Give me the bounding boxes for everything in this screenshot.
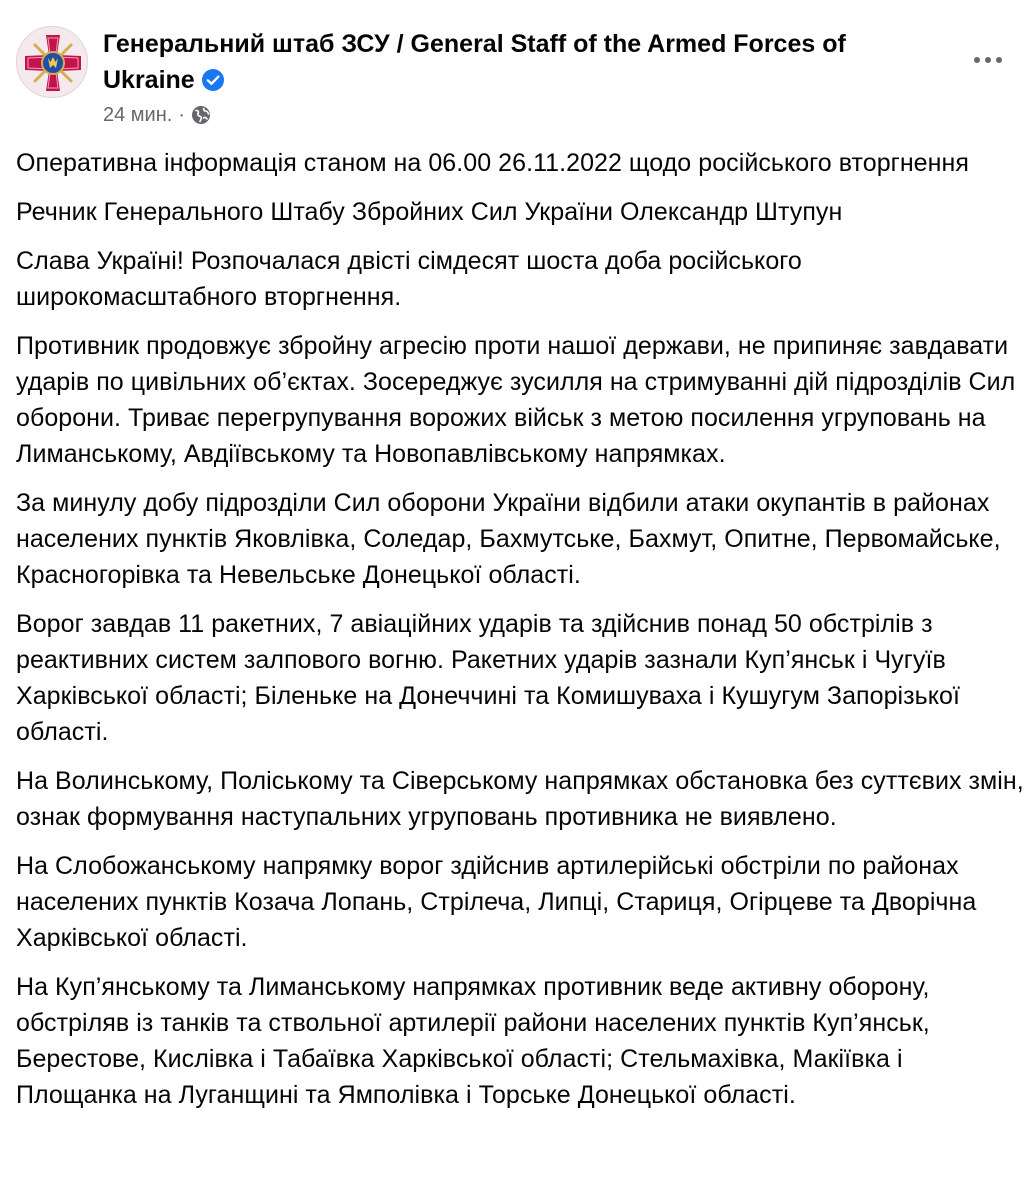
post-timestamp[interactable]: 24 мин. xyxy=(103,103,173,126)
post-paragraph: Ворог завдав 11 ракетних, 7 авіаційних ударів та здійснив понад 50 обстрілів з реактивних систем залпового вогню. Ракетних ударів зазнали Куп’янськ і Чугуїв Харківської області; Біленьке на Донеччині та Комишуваха і Кушугум Запорізької області. xyxy=(16,610,960,746)
page-avatar[interactable] xyxy=(16,26,88,98)
more-dot-icon xyxy=(985,57,991,63)
post-header xyxy=(0,0,1036,140)
verified-badge-icon xyxy=(201,66,225,90)
post-paragraph: Речник Генерального Штабу Збройних Сил України Олександр Штупун xyxy=(16,198,843,226)
post-paragraph: На Волинському, Поліському та Сіверському напрямках обстановка без суттєвих змін, ознак формування наступальних угруповань противника не виявлено. xyxy=(16,767,1024,831)
more-dot-icon xyxy=(974,57,980,63)
page-name[interactable] xyxy=(103,26,903,98)
general-staff-emblem-icon xyxy=(17,27,88,98)
meta-separator: · xyxy=(178,103,185,126)
post-paragraph: На Слобожанському напрямку ворог здійснив артилерійські обстріли по районах населених пунктів Козача Лопань, Стрілеча, Липці, Стариця, Огірцеве та Дворічна Харківської області. xyxy=(16,852,977,952)
globe-icon[interactable] xyxy=(191,105,211,125)
post-paragraph: Оперативна інформація станом на 06.00 26.11.2022 щодо російського вторгнення xyxy=(16,149,969,177)
post-paragraph: За минулу добу підрозділи Сил оборони України відбили атаки окупантів в районах населених пунктів Яковлівка, Соледар, Бахмутське, Бахмут, Опитне, Первомайське, Красногорівка та Невельське Донецької області. xyxy=(16,489,1001,589)
post-paragraph: На Куп’янському та Лиманському напрямках противник веде активну оборону, обстріляв із танків та ствольної артилерії райони населених пунктів Куп’янськ, Берестове, Кислівка і Табаївка Харківської області; Стельмахівка, Макіївка і Площанка на Луганщині та Ямполівка і Торське Донецької області. xyxy=(16,973,930,1109)
page-name-text[interactable]: Генеральний штаб ЗСУ / General Staff of the Armed Forces of Ukraine xyxy=(103,30,846,94)
more-options-button[interactable] xyxy=(966,42,1010,78)
more-dot-icon xyxy=(996,57,1002,63)
post-paragraph: Слава Україні! Розпочалася двісті сімдесят шоста доба російського широкомасштабного вторгнення. xyxy=(16,247,802,311)
post-meta xyxy=(103,101,211,129)
post-paragraph: Противник продовжує збройну агресію проти нашої держави, не припиняє завдавати ударів по цивільних об’єктах. Зосереджує зусилля на стримуванні дій підрозділів Сил оборони. Триває перегрупування ворожих військ з метою посилення угруповань на Лиманському, Авдіївському та Новопавлівському напрямках. xyxy=(16,332,1016,468)
post-body xyxy=(16,145,1026,1126)
